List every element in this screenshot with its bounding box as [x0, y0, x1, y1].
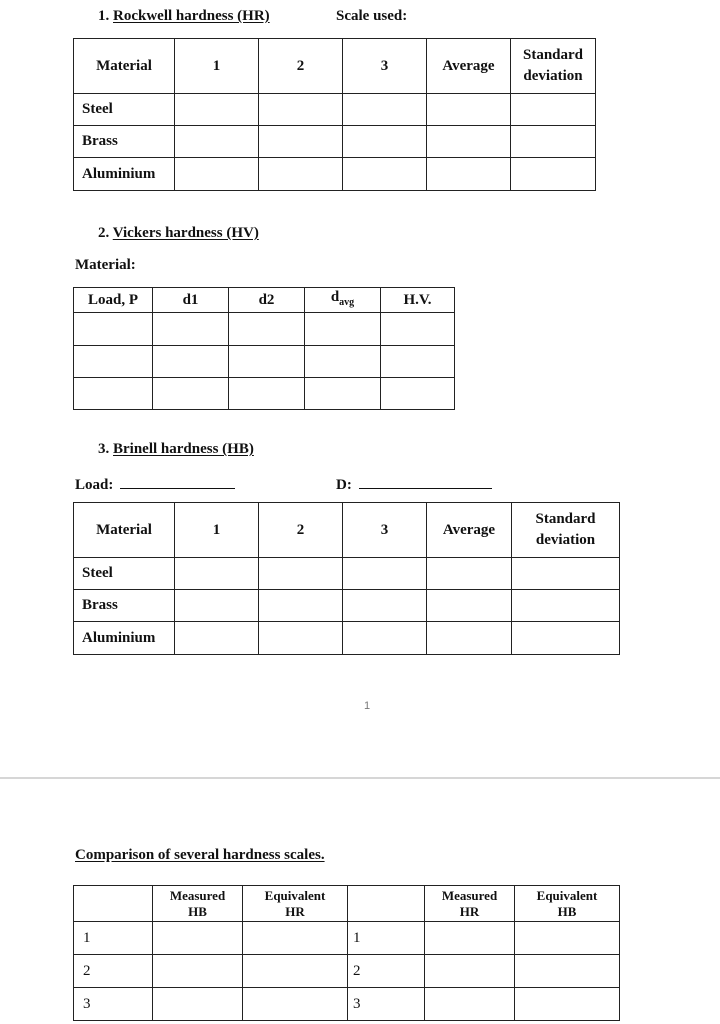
table-row	[74, 313, 455, 346]
table-row	[74, 378, 455, 410]
input-cell[interactable]	[243, 988, 348, 1021]
rockwell-header-std	[511, 39, 596, 94]
table-row	[74, 558, 620, 590]
brinell-header-material: Material	[74, 503, 175, 558]
comparison-header-measured-hr	[425, 886, 515, 922]
brinell-title: Brinell hardness (HB)	[113, 441, 254, 457]
brinell-load-label: Load:	[75, 477, 114, 493]
input-cell[interactable]	[305, 378, 381, 410]
rockwell-header-3: 3	[343, 39, 427, 94]
input-cell[interactable]	[427, 94, 511, 126]
comparison-row-number: 3	[74, 988, 153, 1021]
comparison-header-measured-hb	[153, 886, 243, 922]
vickers-heading	[98, 225, 259, 242]
input-cell[interactable]	[153, 922, 243, 955]
input-cell[interactable]	[381, 378, 455, 410]
input-cell[interactable]	[74, 346, 153, 378]
vickers-header-davg	[305, 288, 381, 313]
brinell-row-label: Aluminium	[74, 622, 175, 655]
input-cell[interactable]	[153, 988, 243, 1021]
brinell-header-std-line1: Standard	[535, 511, 596, 527]
table-row	[74, 158, 596, 191]
table-row	[74, 346, 455, 378]
input-cell[interactable]	[427, 622, 512, 655]
input-cell[interactable]	[74, 313, 153, 346]
input-cell[interactable]	[381, 346, 455, 378]
brinell-row-label: Brass	[74, 590, 175, 622]
rockwell-header-average: Average	[427, 39, 511, 94]
brinell-header-row	[74, 503, 620, 558]
input-cell[interactable]	[343, 590, 427, 622]
vickers-header-load: Load, P	[74, 288, 153, 313]
vickers-header-avg-subscript: avg	[339, 297, 355, 308]
vickers-header-d: d	[330, 289, 340, 305]
input-cell[interactable]	[259, 94, 343, 126]
brinell-row-label: Steel	[74, 558, 175, 590]
table-row	[74, 94, 596, 126]
input-cell[interactable]	[511, 126, 596, 158]
rockwell-row-label: Aluminium	[74, 158, 175, 191]
table-row	[74, 988, 620, 1021]
input-cell[interactable]	[511, 94, 596, 126]
rockwell-header-material: Material	[74, 39, 175, 94]
rockwell-heading	[98, 8, 270, 25]
input-cell[interactable]	[175, 126, 259, 158]
brinell-header-2: 2	[259, 503, 343, 558]
input-cell[interactable]	[512, 558, 620, 590]
input-cell[interactable]	[175, 622, 259, 655]
rockwell-table	[73, 38, 596, 191]
input-cell[interactable]	[229, 378, 305, 410]
rockwell-header-2: 2	[259, 39, 343, 94]
input-cell[interactable]	[305, 313, 381, 346]
input-cell[interactable]	[305, 346, 381, 378]
input-cell[interactable]	[515, 988, 620, 1021]
comparison-header-measured-hb-line1: Measured	[169, 887, 226, 903]
brinell-number: 3.	[98, 441, 110, 457]
vickers-header-hv: H.V.	[381, 288, 455, 313]
vickers-title: Vickers hardness (HV)	[112, 225, 259, 241]
input-cell[interactable]	[343, 126, 427, 158]
comparison-title: Comparison of several hardness scales.	[75, 847, 325, 863]
table-row	[74, 590, 620, 622]
input-cell[interactable]	[259, 558, 343, 590]
input-cell[interactable]	[427, 590, 512, 622]
input-cell[interactable]	[74, 378, 153, 410]
comparison-table	[73, 885, 620, 1021]
vickers-material-label: Material:	[75, 257, 136, 273]
input-cell[interactable]	[229, 346, 305, 378]
rockwell-scale-label: Scale used:	[336, 8, 408, 24]
table-row	[74, 126, 596, 158]
table-row	[74, 622, 620, 655]
vickers-header-d1: d1	[153, 288, 229, 313]
input-cell[interactable]	[425, 955, 515, 988]
input-cell[interactable]	[175, 158, 259, 191]
vickers-header-d2: d2	[229, 288, 305, 313]
input-cell[interactable]	[343, 558, 427, 590]
input-cell[interactable]	[427, 126, 511, 158]
comparison-row-number: 1	[348, 922, 425, 955]
table-row	[74, 922, 620, 955]
page-divider	[0, 777, 720, 779]
comparison-row-number: 2	[74, 955, 153, 988]
brinell-heading	[98, 441, 254, 458]
input-cell[interactable]	[512, 590, 620, 622]
input-cell[interactable]	[512, 622, 620, 655]
input-cell[interactable]	[259, 590, 343, 622]
rockwell-title: Rockwell hardness (HR)	[113, 8, 270, 24]
comparison-header-blank	[348, 886, 425, 922]
input-cell[interactable]	[153, 313, 229, 346]
input-cell[interactable]	[381, 313, 455, 346]
input-cell[interactable]	[343, 94, 427, 126]
vickers-number: 2.	[98, 225, 110, 241]
input-cell[interactable]	[515, 922, 620, 955]
input-cell[interactable]	[175, 590, 259, 622]
input-cell[interactable]	[343, 622, 427, 655]
brinell-d-label: D:	[336, 477, 352, 493]
vickers-header-row	[74, 288, 455, 313]
input-cell[interactable]	[153, 346, 229, 378]
brinell-table	[73, 502, 620, 655]
comparison-header-blank	[74, 886, 153, 922]
input-cell[interactable]	[175, 94, 259, 126]
comparison-header-equivalent-hb	[515, 886, 620, 922]
comparison-header-equivalent-hb-line2: HB	[557, 903, 577, 919]
table-row	[74, 955, 620, 988]
input-cell[interactable]	[153, 955, 243, 988]
input-cell[interactable]	[511, 158, 596, 191]
input-cell[interactable]	[259, 126, 343, 158]
brinell-load-blank[interactable]	[120, 472, 235, 489]
input-cell[interactable]	[175, 558, 259, 590]
input-cell[interactable]	[153, 378, 229, 410]
input-cell[interactable]	[425, 922, 515, 955]
comparison-header-equivalent-hr-line1: Equivalent	[264, 887, 326, 903]
rockwell-header-1: 1	[175, 39, 259, 94]
brinell-header-std	[512, 503, 620, 558]
input-cell[interactable]	[425, 988, 515, 1021]
comparison-header-equivalent-hb-line1: Equivalent	[536, 887, 598, 903]
comparison-header-equivalent-hr-line2: HR	[285, 903, 305, 919]
rockwell-header-row	[74, 39, 596, 94]
comparison-row-number: 2	[348, 955, 425, 988]
rockwell-row-label: Steel	[74, 94, 175, 126]
input-cell[interactable]	[427, 558, 512, 590]
rockwell-number: 1.	[98, 8, 110, 24]
input-cell[interactable]	[243, 922, 348, 955]
comparison-header-measured-hr-line1: Measured	[441, 887, 498, 903]
input-cell[interactable]	[427, 158, 511, 191]
comparison-row-number: 1	[74, 922, 153, 955]
brinell-header-3: 3	[343, 503, 427, 558]
input-cell[interactable]	[515, 955, 620, 988]
input-cell[interactable]	[259, 622, 343, 655]
brinell-load-field	[75, 472, 235, 494]
brinell-header-average: Average	[427, 503, 512, 558]
vickers-table	[73, 287, 455, 410]
brinell-d-field	[336, 472, 492, 494]
comparison-header-row	[74, 886, 620, 922]
input-cell[interactable]	[243, 955, 348, 988]
comparison-header-measured-hr-line2: HR	[459, 903, 480, 919]
comparison-row-number: 3	[348, 988, 425, 1021]
input-cell[interactable]	[229, 313, 305, 346]
rockwell-row-label: Brass	[74, 126, 175, 158]
page-number: 1	[364, 700, 371, 712]
comparison-header-equivalent-hr	[243, 886, 348, 922]
brinell-header-1: 1	[175, 503, 259, 558]
brinell-header-std-line2: deviation	[535, 532, 596, 548]
rockwell-header-std-line1: Standard	[522, 47, 584, 63]
comparison-header-measured-hb-line2: HB	[188, 903, 207, 919]
rockwell-header-std-line2: deviation	[523, 68, 583, 84]
brinell-d-blank[interactable]	[359, 472, 492, 489]
input-cell[interactable]	[343, 158, 427, 191]
input-cell[interactable]	[259, 158, 343, 191]
